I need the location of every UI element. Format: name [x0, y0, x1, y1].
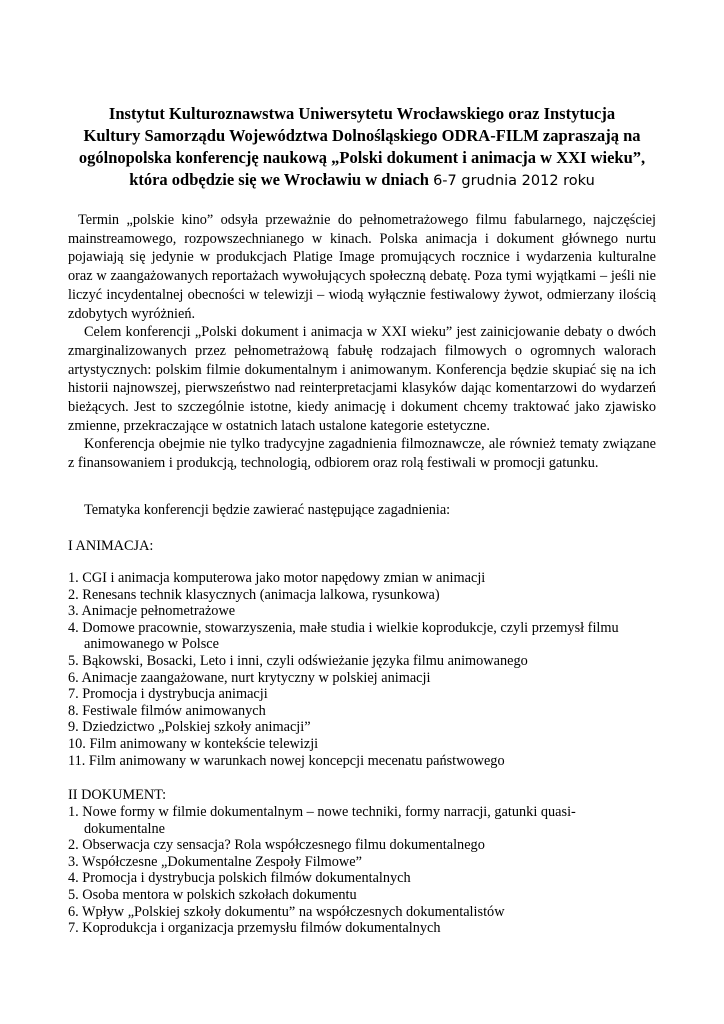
intro-paragraph-1: Termin „polskie kino” odsyła przeważnie do pełnometrażowego filmu fabularnego, najczęściej mainstreamowego, rozpowszechnianego w kinach. Polska animacja i dokument głównego nurtu pojawiają się jedynie w produkcjach Platige Image promujących rocznice i wydarzenia kulturalne oraz w zaangażowanych reportażach wywołujących społeczną debatę. Poza tymi wyjątkami – jeśli nie liczyć incydentalnej obecności w telewizji – wiodą wyłącznie festiwalowy żywot, odmierzany ilością zdobytych wyróżnień. — [68, 212, 656, 322]
heading-line-4-text: która odbędzie się we Wrocławiu w dniach — [129, 170, 429, 189]
list-item: 3. Animacje pełnometrażowe — [68, 603, 236, 620]
list-item: 6. Animacje zaangażowane, nurt krytyczny w polskiej animacji — [68, 669, 431, 686]
conference-date: 6-7 grudnia 2012 roku — [433, 173, 595, 189]
intro-paragraph-3: Konferencja obejmie nie tylko tradycyjne zagadnienia filmoznawcze, ale również tematy związane z finansowaniem i produkcją, technologią, odbiorem oraz rolą festiwali w promocji gatunku. — [68, 436, 656, 472]
heading-line-1: Instytut Kulturoznawstwa Uniwersytetu Wrocławskiego oraz Instytucja — [108, 104, 616, 123]
documentary-topics-list — [68, 804, 668, 937]
list-item: 2. Obserwacja czy sensacja? Rola współczesnego filmu dokumentalnego — [68, 837, 485, 854]
heading-line-2: Kultury Samorządu Województwa Dolnośląskiego ODRA-FILM zapraszają na — [83, 126, 641, 145]
list-item-continuation: dokumentalne — [84, 820, 165, 837]
intro-paragraph-2: Celem konferencji „Polski dokument i animacja w XXI wieku” jest zainicjowanie debaty o dwóch zmarginalizowanych przez pełnometrażową fabułę rodzajach filmowych o ogromnych walorach artystycznych: polskim filmie dokumentalnym i animowanym. Konferencja będzie skupiać się na ich historii najnowszej, pierwszeństwo nad reinterpretacjami klasyków dając komentarzowi do wydarzeń bieżących. Jest to szczególnie istotne, kiedy animację i dokument chcemy traktować jako zjawisko zmienne, przekraczające w ostatnich latach ustalone kategorie estetyczne. — [68, 324, 656, 434]
list-item: 11. Film animowany w warunkach nowej koncepcji mecenatu państwowego — [68, 752, 505, 769]
list-item: 6. Wpływ „Polskiej szkoły dokumentu” na współczesnych dokumentalistów — [68, 903, 505, 920]
topics-intro: Tematyka konferencji będzie zawierać następujące zagadnienia: — [84, 502, 451, 518]
list-item: 3. Współczesne „Dokumentalne Zespoły Filmowe” — [68, 853, 362, 870]
list-item: 2. Renesans technik klasycznych (animacja lalkowa, rysunkowa) — [68, 586, 440, 603]
list-item: 9. Dziedzictwo „Polskiej szkoły animacji” — [68, 719, 311, 736]
topics-intro-block — [68, 502, 668, 519]
list-item: 8. Festiwale filmów animowanych — [68, 702, 266, 719]
documentary-section-title-block — [68, 787, 668, 804]
list-item: 10. Film animowany w kontekście telewizji — [68, 735, 319, 752]
list-item: 1. Nowe formy w filmie dokumentalnym – nowe techniki, formy narracji, gatunki quasi- — [68, 804, 576, 820]
list-item: 1. CGI i animacja komputerowa jako motor napędowy zmian w animacji — [68, 570, 486, 586]
list-item: 5. Bąkowski, Bosacki, Leto i inni, czyli odświeżanie języka filmu animowanego — [68, 652, 528, 669]
animation-section-title: I ANIMACJA: — [68, 538, 154, 554]
intro-text — [68, 211, 656, 473]
list-item: 7. Promocja i dystrybucja animacji — [68, 686, 268, 703]
list-item: 4. Domowe pracownie, stowarzyszenia, małe studia i wielkie koprodukcje, czyli przemysł filmu — [68, 619, 619, 636]
animation-section-title-block — [68, 538, 668, 555]
animation-topics-list — [68, 570, 668, 769]
heading-line-3: ogólnopolska konferencję naukową „Polski dokument i animacja w XXI wieku”, — [78, 148, 646, 167]
documentary-section-title: II DOKUMENT: — [68, 787, 167, 803]
document-heading — [60, 103, 664, 192]
list-item-continuation: animowanego w Polsce — [84, 636, 219, 653]
list-item: 4. Promocja i dystrybucja polskich filmów dokumentalnych — [68, 870, 411, 887]
heading-line-4 — [60, 169, 664, 192]
list-item: 5. Osoba mentora w polskich szkołach dokumentu — [68, 886, 357, 903]
list-item: 7. Koprodukcja i organizacja przemysłu filmów dokumentalnych — [68, 920, 441, 937]
